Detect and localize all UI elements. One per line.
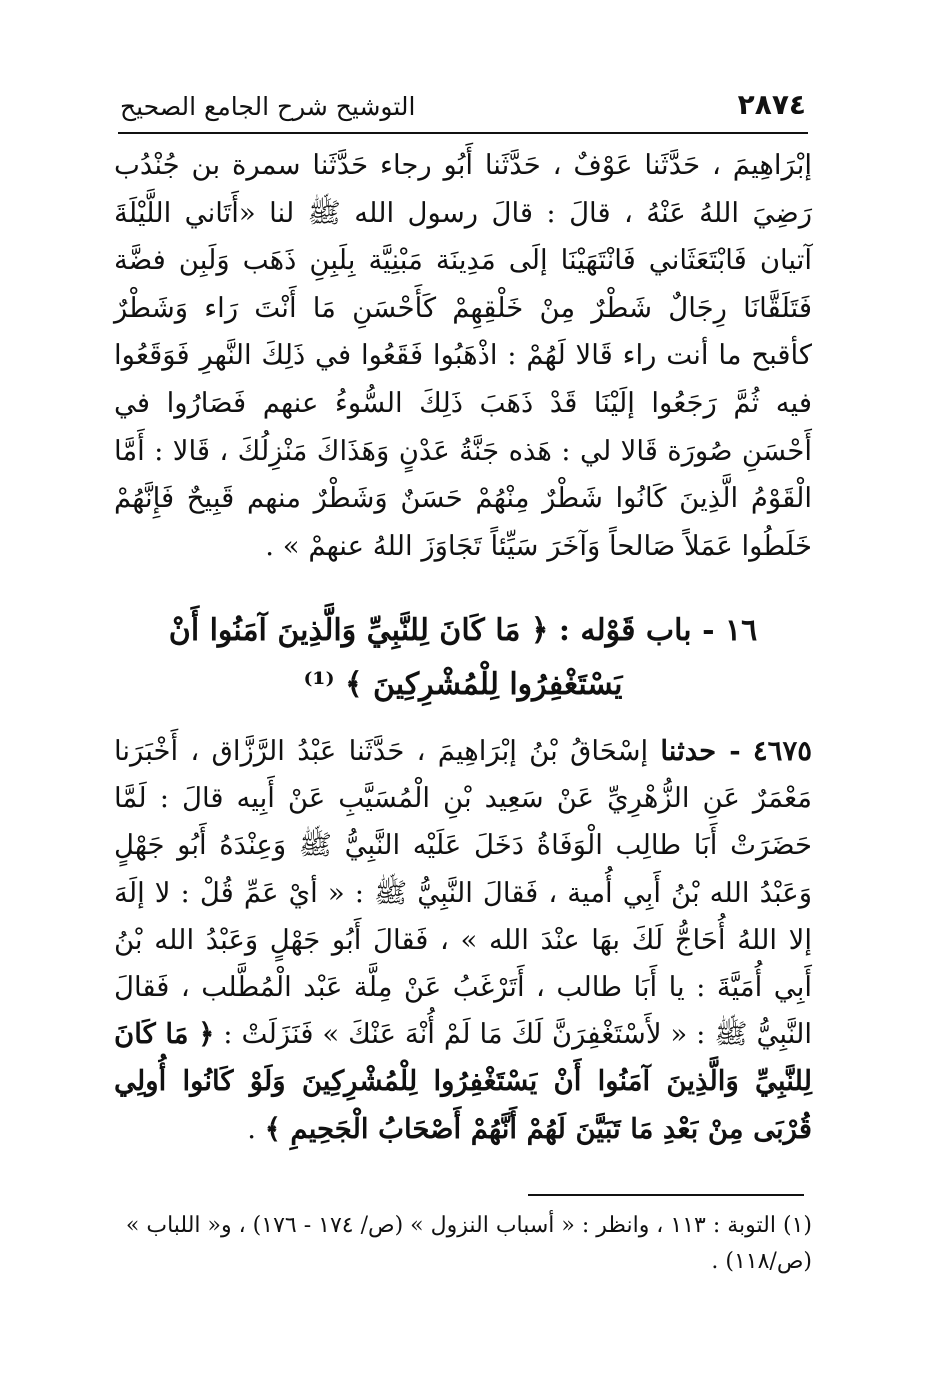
running-title: التوشيح شرح الجامع الصحيح [120,92,416,121]
hadith-block [114,728,812,1153]
footnote-line-1: (١) التوبة : ١١٣ ، وانظر : « أسباب النزول » (ص/ ١٧٤ - ١٧٦) ، و« اللباب » [125,1213,812,1238]
hadith-text: إسْحَاقُ بْنُ إبْرَاهِيمَ ، حَدَّثَنا عَبْدُ الرَّزَّاق ، أَخْبَرَنا مَعْمَرٌ عَنِ الزُّهْرِيِّ عَنْ سَعِيد بْنِ الْمُسَيَّبِ عَنْ أَبِيه قالَ : لَمَّا حَضَرَتْ أَبَا طالِب الْوَفَاةُ دَخَلَ عَلَيْه النَّبِيُّ ﷺ وَعِنْدَهُ أَبُو جَهْلٍ وَعَبْدُ الله بْنُ أَبِي أُمية ، فَقالَ النَّبِيُّ ﷺ : « أيْ عَمِّ قُلْ : لا إلَهَ إلا اللهُ أُحَاجُّ لَكَ بهَا عنْدَ الله » ، فَقالَ أَبُو جَهْلٍ وَعَبْدُ الله بْنُ أَبِي أُمَيَّةَ : يا أَبَا طالب ، أَتَرْغَبُ عَنْ مِلَّة عَبْد الْمُطَّلب ، فَقالَ النَّبِيُّ ﷺ : « لأَسْتَغْفِرَنَّ لَكَ مَا لَمْ أُنْهَ عَنْكَ » فَنَزَلَتْ : [114,735,812,1051]
hadith-number: ٤٦٧٥ [752,735,812,767]
hadith-end: . [247,1112,265,1145]
hadith-lead: - حدثنا [660,735,741,767]
footnote [114,1208,812,1280]
hadith-paragraph [114,728,812,1153]
hadith-continuation-paragraph: إبْرَاهِيمَ ، حَدَّثَنا عَوْفٌ ، حَدَّثَنا أَبُو رجاء حَدَّثَنا سمرة بن جُنْدُب رَضِيَ اللهُ عَنْهُ ، قالَ : قالَ رسول الله ﷺ لنا «أَتَاني اللَّيْلَةَ آتيان فَابْتَعَثَاني فَانْتَهَيْنَا إلَى مَدِينَة مَبْنِيَّة بِلَبِنِ ذَهَب وَلَبِن فضَّة فَتَلَقَّانَا رِجَالٌ شَطْرٌ مِنْ خَلْقِهِمْ كَأَحْسَنِ مَا أَنْتَ رَاء وَشَطْرٌ كأقبح ما أنت راء قَالا لَهُمْ : اذْهَبُوا فَقَعُوا في ذَلِكَ النَّهرِ فَوَقَعُوا فيه ثُمَّ رَجَعُوا إلَيْنَا قَدْ ذَهَبَ ذَلِكَ السُّوءُ عنهم فَصَارُوا في أَحْسَنِ صُورَة قَالا لي : هَذه جَنَّةُ عَدْنٍ وَهَذَاكَ مَنْزِلُكَ ، قَالا : أَمَّا الْقَوْمُ الَّذِينَ كَانُوا شَطْرٌ مِنْهُمْ حَسَنٌ وَشَطْرٌ منهم قَبِيحٌ فَإِنَّهُمْ خَلَطُوا عَمَلاً صَالحاً وَآخَرَ سَيِّئاً تَجَاوَزَ اللهُ عنهمْ » . [114,149,812,562]
page-number: ٢٨٧٤ [737,88,806,121]
page-header [118,82,808,134]
footnote-line-2: (ص/١١٨) . [711,1249,812,1274]
quran-verse: ﴿ مَا كَانَ لِلنَّبِيِّ وَالَّذِينَ آمَنُوا أَنْ يَسْتَغْفِرُوا لِلْمُشْرِكِينَ وَلَوْ كَانُوا أُولِي قُرْبَى مِنْ بَعْدِ مَا تَبَيَّنَ لَهُمْ أَنَّهُمْ أَصْحَابُ الْجَحِيمِ ﴾ [114,1018,812,1145]
chapter-heading-line-2: يَسْتَغْفِرُوا لِلْمُشْرِكِينَ ﴾ ⁽¹⁾ [303,667,623,702]
chapter-heading-line-1: ١٦ - باب قَوْله : ﴿ مَا كَانَ لِلنَّبِيِّ وَالَّذِينَ آمَنُوا أَنْ [168,613,758,648]
main-text-block [114,142,812,570]
chapter-heading [114,604,812,712]
footnote-divider [528,1194,804,1196]
